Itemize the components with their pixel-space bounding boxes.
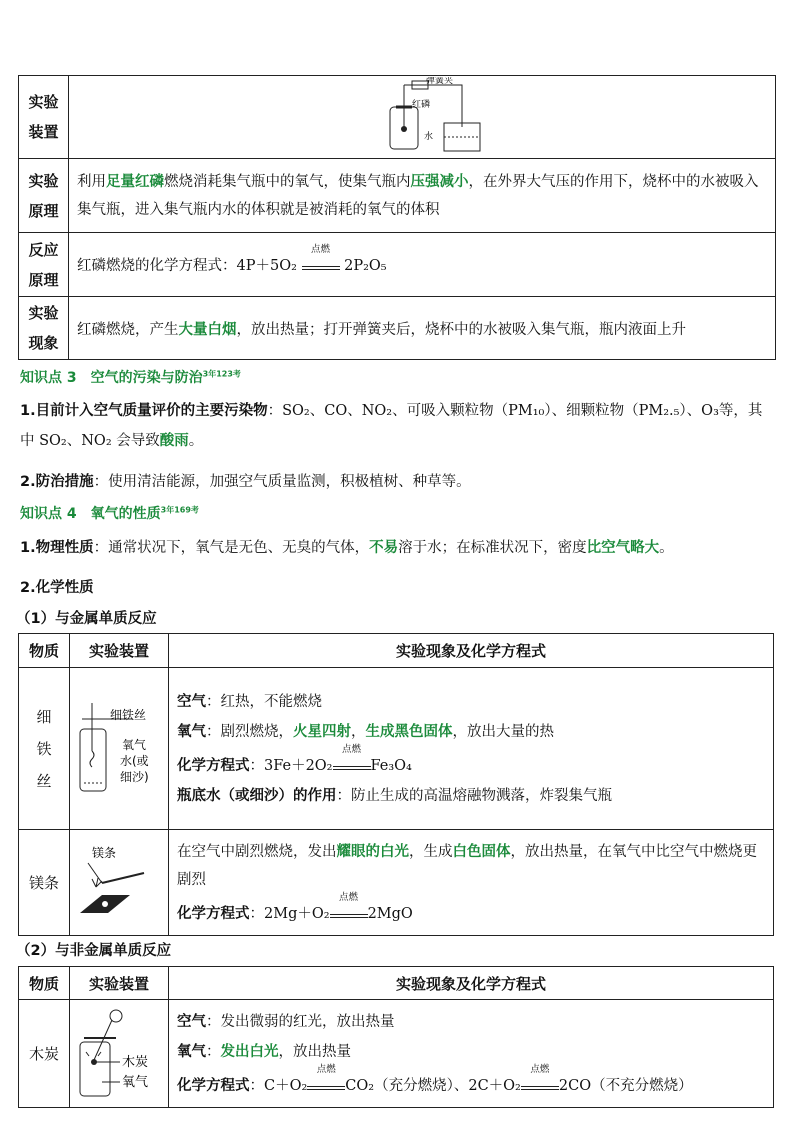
paragraph-lead: 1.目前计入空气质量评价的主要污染物	[20, 403, 268, 419]
prevention-paragraph	[20, 470, 774, 491]
line-text: ，生成	[409, 843, 453, 860]
paragraph-lead: 2.防治措施	[20, 474, 94, 490]
iron-equation-line	[177, 743, 765, 781]
row-label-phenomenon	[19, 297, 69, 360]
physical-properties-paragraph	[20, 536, 774, 557]
line-lead: 氧气	[177, 1043, 206, 1060]
substance-name: 细铁丝	[36, 707, 52, 790]
paragraph-lead: 1.物理性质	[20, 540, 94, 556]
title-text: 知识点 3 空气的污染与防治	[20, 370, 203, 386]
label-text: 实验装置	[28, 93, 59, 141]
magnesium-apparatus-diagram	[72, 843, 166, 923]
carbon-phenomenon-cell	[169, 1000, 774, 1108]
label-oxygen: 氧气	[122, 1074, 149, 1090]
line-text: ：防止生成的高温熔融物溅落，炸裂集气瓶	[336, 787, 612, 804]
paragraph-text: ：通常状况下，氧气是无色、无臭的气体，	[93, 540, 370, 556]
mg-apparatus-cell	[70, 830, 169, 936]
paragraph-text: 溶于水；在标准状况下，密度	[398, 540, 587, 556]
equation-product: 2P₂O₅	[344, 258, 387, 274]
label-fine-sand: 细沙)	[120, 769, 149, 784]
line-text: 在空气中剧烈燃烧，发出	[177, 843, 337, 860]
substance-magnesium: 镁条	[19, 830, 70, 936]
nonmetal-reaction-table	[18, 966, 774, 1108]
label-text: 反应原理	[28, 240, 59, 289]
highlight-text: 比空气略大	[586, 540, 660, 556]
row-label-principle	[19, 159, 69, 233]
carbon-equation-line	[177, 1063, 765, 1101]
line-text: ，	[351, 723, 366, 740]
nonmetal-reaction-subheading: （2）与非金属单质反应	[16, 943, 172, 959]
metal-reaction-subheading: （1）与金属单质反应	[16, 611, 157, 627]
text: 燃烧消耗集气瓶中的氧气，使集气瓶内	[164, 173, 411, 190]
line-lead: 瓶底水（或细沙）的作用	[177, 787, 337, 804]
highlight-text: 白色固体	[452, 843, 511, 860]
highlight-text: 压强减小	[410, 173, 469, 190]
label-text: 实验现象	[28, 304, 59, 352]
text: 红磷燃烧，产生	[77, 321, 179, 338]
paragraph-text: ：SO₂、CO、NO₂、可吸入颗粒物（PM₁₀）、细颗粒物（PM₂.₅）、O₃等，其中 SO₂、NO₂ 会导致	[20, 403, 763, 449]
phenomenon-cell	[69, 297, 776, 360]
knowledge-point-3-title	[20, 367, 241, 387]
header-phenomenon: 实验现象及化学方程式	[169, 967, 774, 1000]
label-spring-clip: 弹簧夹	[426, 77, 454, 86]
knowledge-point-4-title	[20, 503, 199, 523]
highlight-text: 大量白烟	[178, 321, 237, 338]
exam-frequency-badge: 3年123考	[202, 369, 241, 379]
line-text: ，放出大量的热	[452, 723, 554, 740]
carbon-oxygen-line	[177, 1037, 765, 1067]
highlight-text: 耀眼的白光	[336, 843, 409, 860]
label-oxygen: 氧气	[122, 737, 147, 752]
iron-bottom-line	[177, 781, 765, 811]
mg-equation-line	[177, 891, 765, 928]
line-text: ：	[206, 1043, 221, 1060]
title-text: 知识点 4 氧气的性质	[20, 506, 161, 522]
exam-frequency-badge: 3年169考	[160, 505, 199, 515]
highlight-text: 发出白光	[220, 1043, 279, 1060]
condition-text: 点燃	[311, 244, 331, 255]
iron-wire-apparatus-diagram	[72, 699, 166, 799]
iron-oxygen-line	[177, 717, 765, 747]
equation-prefix: 红磷燃烧的化学方程式：4P＋5O₂	[77, 258, 297, 274]
highlight-text: 生成黑色固体	[365, 723, 453, 740]
iron-phenomenon-cell	[169, 668, 774, 830]
reaction-condition	[302, 244, 340, 270]
line-text: ：剧烈燃烧，	[206, 723, 293, 740]
mg-description	[177, 838, 765, 894]
label-water: 水	[424, 132, 434, 142]
mg-phenomenon-cell	[169, 830, 774, 936]
reaction-condition	[333, 743, 371, 770]
highlight-text: 火星四射	[293, 723, 351, 740]
header-substance: 物质	[19, 634, 70, 668]
iron-apparatus-cell	[70, 668, 169, 830]
metal-reaction-table	[18, 633, 774, 936]
carbon-air-line	[177, 1007, 765, 1037]
equation-part: ：C＋O₂	[249, 1077, 308, 1094]
header-apparatus: 实验装置	[70, 634, 169, 668]
line-lead: 化学方程式	[177, 905, 250, 922]
paragraph-text: 。	[659, 540, 674, 556]
highlight-text: 不易	[369, 540, 399, 556]
line-lead: 化学方程式	[177, 757, 250, 774]
substance-iron-wire	[19, 668, 70, 830]
paragraph-text: ：使用清洁能源，加强空气质量监测，积极植树、种草等。	[93, 474, 471, 490]
text: ，放出热量；打开弹簧夹后，烧杯中的水被吸入集气瓶，瓶内液面上升	[236, 321, 686, 338]
equation-part: CO₂（充分燃烧）、2C＋O₂	[345, 1077, 521, 1094]
header-apparatus: 实验装置	[70, 967, 169, 1000]
label-iron-wire: 细铁丝	[110, 707, 147, 722]
label-charcoal: 木炭	[122, 1054, 149, 1070]
equation-right: 2MgO	[367, 905, 413, 922]
carbon-apparatus-cell	[70, 1000, 169, 1108]
reaction-condition	[307, 1063, 345, 1090]
equation-right: Fe₃O₄	[370, 757, 412, 774]
row-label-apparatus	[19, 76, 69, 159]
line-lead: 氧气	[177, 723, 206, 740]
label-water-or: 水(或	[120, 753, 149, 768]
charcoal-apparatus-diagram	[72, 1006, 166, 1102]
equation-left: ：2Mg＋O₂	[249, 905, 330, 922]
line-text: ，放出热量	[278, 1043, 351, 1060]
principle-cell	[69, 159, 776, 233]
row-label-reaction	[19, 233, 69, 297]
paragraph-text: 。	[188, 433, 204, 449]
highlight-text: 酸雨	[159, 433, 189, 449]
reaction-condition	[521, 1063, 559, 1090]
iron-air-line	[177, 687, 765, 717]
header-phenomenon: 实验现象及化学方程式	[169, 634, 774, 668]
pollutants-paragraph	[20, 396, 774, 456]
line-lead: 化学方程式	[177, 1077, 250, 1094]
label-magnesium-ribbon: 镁条	[92, 845, 117, 860]
equation-part: 2CO（不充分燃烧）	[558, 1077, 693, 1094]
label-red-phosphorus: 红磷	[412, 100, 431, 110]
line-text: ：红热，不能燃烧	[206, 693, 322, 710]
line-text: ，放出热量，在氧气中比空气中燃烧更剧烈	[177, 843, 757, 888]
equation-left: ：3Fe＋2O₂	[249, 757, 333, 774]
condition-text: 点燃	[339, 891, 359, 903]
condition-text: 点燃	[530, 1063, 550, 1075]
condition-text: 点燃	[316, 1063, 336, 1075]
text: ，在外界大气压的作用下，烧杯中的水被吸入集气瓶，进入集气瓶内水的体积就是被消耗的氧气的体积	[77, 173, 759, 218]
reaction-condition	[330, 891, 368, 918]
phosphorus-apparatus-diagram	[382, 77, 502, 157]
line-lead: 空气	[177, 1013, 206, 1030]
apparatus-cell	[69, 76, 776, 159]
header-substance: 物质	[19, 967, 70, 1000]
chemical-properties-heading: 2.化学性质	[20, 580, 94, 596]
condition-text: 点燃	[341, 743, 361, 755]
label-text: 实验原理	[28, 171, 59, 220]
reaction-cell	[69, 233, 776, 297]
text: 利用	[77, 173, 106, 190]
highlight-text: 足量红磷	[106, 173, 164, 190]
substance-charcoal: 木炭	[19, 1000, 70, 1108]
experiment-table	[18, 75, 776, 360]
line-lead: 空气	[177, 693, 206, 710]
line-text: ：发出微弱的红光，放出热量	[206, 1013, 395, 1030]
